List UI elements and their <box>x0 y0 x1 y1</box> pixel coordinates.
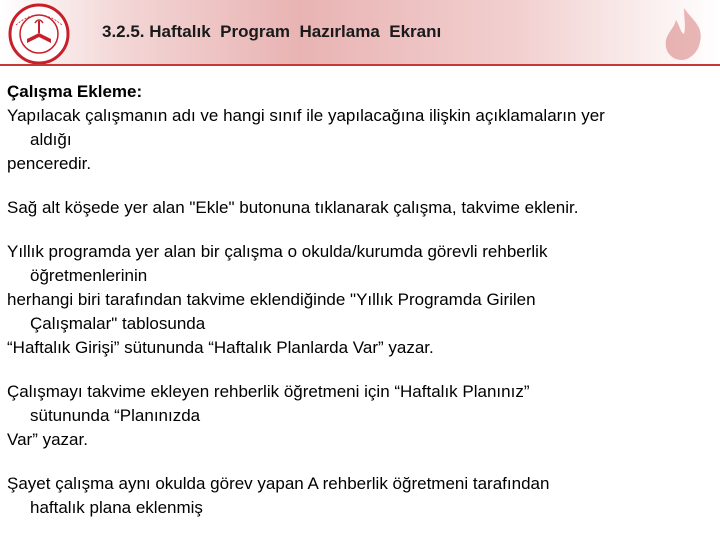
text-line: Çalışmalar" tablosunda <box>30 314 206 333</box>
body-text <box>7 80 713 540</box>
text-line: penceredir. <box>7 154 92 173</box>
text-line: Şayet çalışma aynı okulda görev yapan A rehberlik öğretmeni tarafından <box>7 474 550 493</box>
section-heading: Çalışma Ekleme: <box>7 82 143 101</box>
paragraph <box>7 472 713 520</box>
text-line: Yıllık programda yer alan bir çalışma o okulda/kurumda görevli rehberlik <box>7 242 548 261</box>
text-line: sütununda “Planınızda <box>30 406 201 425</box>
ministry-logo-icon <box>8 3 70 65</box>
paragraph <box>7 380 713 452</box>
paragraph <box>7 196 713 220</box>
flame-watermark-icon <box>654 4 714 64</box>
text-line: Var” yazar. <box>7 430 88 449</box>
header-divider <box>0 64 720 66</box>
text-line: aldığı <box>30 130 72 149</box>
text-line: Yapılacak çalışmanın adı ve hangi sınıf ile yapılacağına ilişkin açıklamaların yer <box>7 106 605 125</box>
text-line: Çalışmayı takvime ekleyen rehberlik öğretmeni için “Haftalık Planınız” <box>7 382 530 401</box>
text-line: Sağ alt köşede yer alan "Ekle" butonuna tıklanarak çalışma, takvime eklenir. <box>7 198 579 217</box>
text-line: haftalık plana eklenmiş <box>30 498 203 517</box>
text-line: öğretmenlerinin <box>30 266 148 285</box>
text-line: “Haftalık Girişi” sütununda “Haftalık Planlarda Var” yazar. <box>7 338 434 357</box>
page-title: 3.2.5. Haftalık Program Hazırlama Ekranı <box>102 22 442 41</box>
slide-header <box>0 0 720 66</box>
paragraph <box>7 240 713 360</box>
paragraph <box>7 80 713 176</box>
text-line: herhangi biri tarafından takvime eklendiğinde "Yıllık Programda Girilen <box>7 290 536 309</box>
